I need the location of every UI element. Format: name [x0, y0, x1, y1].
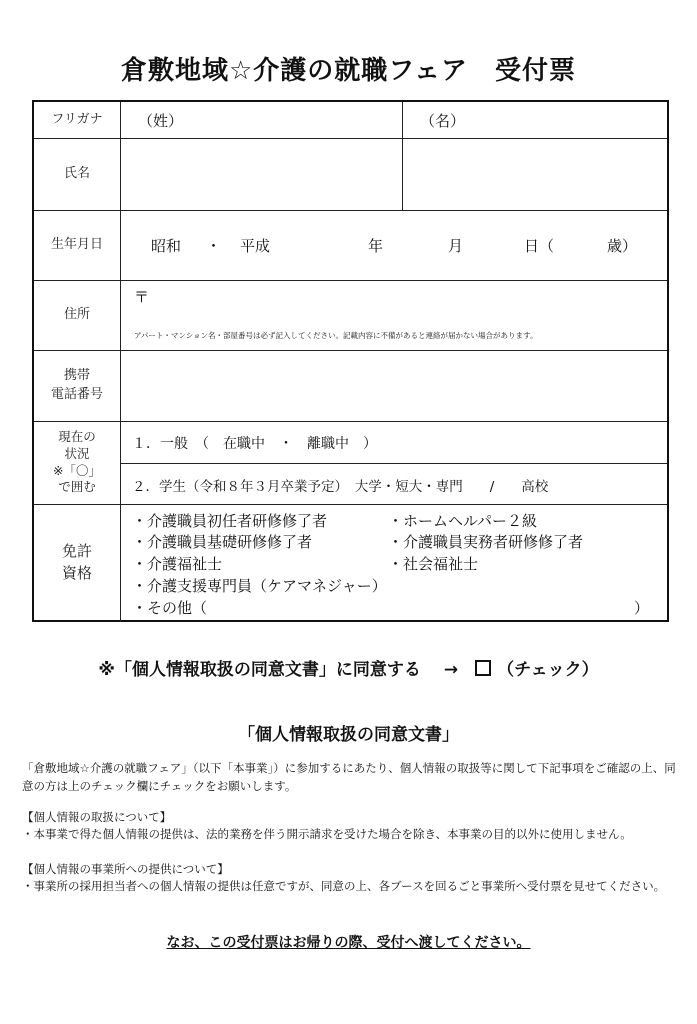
license-item[interactable]: ・介護職員実務者研修修了者: [388, 533, 584, 551]
status-label-line2: 状況: [64, 445, 90, 461]
status-label-line1: 現在の: [58, 428, 96, 444]
privacy-body: ・本事業で得た個人情報の提供は、法的業務を伴う開示請求を受けた場合を除き、本事業の目的以外に使用しません。: [22, 827, 632, 841]
license-item[interactable]: ・介護福祉士: [132, 555, 223, 573]
dob-era-heisei[interactable]: 平成: [240, 237, 271, 255]
surname-field[interactable]: [122, 140, 400, 208]
license-label-line1: 免許: [61, 542, 92, 561]
row-divider: [120, 463, 667, 464]
footer-note: なお、この受付票はお帰りの際、受付へ渡してください。: [166, 935, 531, 951]
dob-month-unit: 月: [448, 237, 464, 255]
registration-form: [32, 100, 669, 622]
furigana-label: フリガナ: [51, 111, 103, 127]
dob-age-unit: 歳）: [607, 237, 638, 255]
row-divider: [34, 421, 667, 422]
status-label: [34, 421, 120, 504]
status-label-line4: で囲む: [58, 479, 96, 495]
consent-text: ※「個人情報取扱の同意文書」に同意する →: [98, 660, 476, 680]
status-option-general[interactable]: １．一般 （ 在職中 ・ 離職中 ）: [132, 436, 377, 452]
license-item[interactable]: ・社会福祉士: [388, 555, 479, 573]
license-item[interactable]: ・ホームヘルパー２級: [388, 512, 537, 530]
provision-heading: 【個人情報の事業所への提供について】: [22, 862, 229, 876]
row-divider: [34, 280, 667, 281]
page-title: 倉敷地域☆介護の就職フェア 受付票: [120, 56, 576, 86]
postal-mark: 〒: [134, 288, 150, 306]
given-name-field[interactable]: [404, 140, 667, 208]
license-item[interactable]: ・介護職員初任者研修修了者: [132, 512, 328, 530]
address-field[interactable]: [154, 284, 664, 324]
license-label: [34, 504, 120, 622]
furigana-surname-field[interactable]: （姓）: [138, 112, 184, 130]
provision-body: ・事業所の採用担当者への個人情報の提供は任意ですが、同意の上、各ブースを回るごと事業所へ受付票を見せてください。: [22, 879, 666, 893]
license-other-close: ）: [634, 599, 650, 617]
consent-line: [0, 655, 697, 680]
phone-field[interactable]: [122, 352, 667, 419]
row-divider: [34, 138, 667, 139]
column-divider: [120, 102, 121, 622]
row-divider: [34, 210, 667, 211]
dob-separator: ・: [206, 237, 222, 255]
dob-era-showa[interactable]: 昭和: [151, 237, 182, 255]
dob-label: 生年月日: [50, 236, 103, 252]
row-divider: [34, 350, 667, 351]
dob-day-unit: 日（: [524, 237, 555, 255]
license-item[interactable]: ・介護支援専門員（ケアマネジャー）: [132, 577, 387, 595]
name-label: 氏名: [63, 165, 90, 181]
consent-intro: 「倉敷地域☆介護の就職フェア」（以下「本事業」）に参加するにあたり、個人情報の取扱等に関して下記事項をご確認の上、同意の方は上のチェック欄にチェックをお願いします。: [22, 761, 676, 793]
phone-label-line1: 携帯: [63, 367, 90, 383]
phone-label-line2: 電話番号: [50, 386, 103, 402]
address-note: アパート・マンション名・部屋番号は必ず記入してください。記載内容に不備があると連絡が届かない場合があります。: [134, 331, 538, 340]
consent-document-title: 「個人情報取扱の同意文書」: [238, 725, 459, 745]
dob-year-unit: 年: [368, 237, 384, 255]
furigana-given-field[interactable]: （名）: [420, 112, 466, 130]
status-option-student[interactable]: ２．学生（令和８年３月卒業予定） 大学・短大・専門 / 高校: [132, 479, 549, 495]
license-item[interactable]: ・介護職員基礎研修修了者: [132, 533, 313, 551]
column-divider: [402, 102, 403, 210]
row-divider: [34, 504, 667, 505]
consent-checkbox[interactable]: [475, 660, 491, 676]
status-label-line3: ※「〇」: [53, 462, 101, 478]
phone-label: [34, 350, 120, 421]
privacy-heading: 【個人情報の取扱について】: [22, 810, 172, 824]
address-label: 住所: [63, 306, 90, 322]
license-item-other[interactable]: ・その他（: [132, 599, 208, 617]
license-label-line2: 資格: [61, 564, 92, 582]
consent-check-label: （チェック）: [497, 660, 599, 680]
